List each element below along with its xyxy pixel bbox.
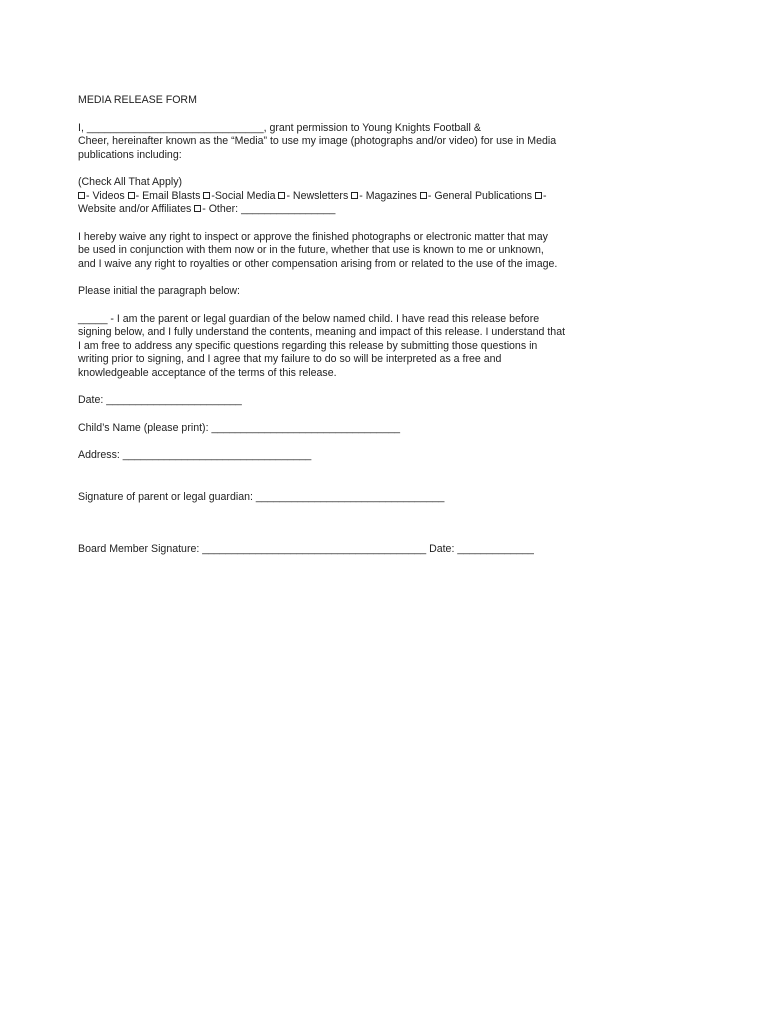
waiver-line-2: be used in conjunction with them now or in the future, whether that use is known to me or unknown, (78, 244, 544, 256)
initial-paragraph (78, 313, 618, 381)
initial-line-3: I am free to address any specific questions regarding this release by submitting those questions in (78, 339, 538, 352)
newsletters-checkbox[interactable] (278, 192, 285, 199)
intro-line-3: publications including: (78, 148, 182, 161)
intro-paragraph (78, 122, 618, 163)
website-affiliates-label: Website and/or Affiliates (78, 203, 195, 215)
website-affiliates-checkbox[interactable] (535, 192, 542, 199)
magazines-label: - Magazines (359, 189, 420, 202)
initial-line-1[interactable]: _____ - I am the parent or legal guardian of the below named child. I have read this release before (78, 312, 540, 325)
checklist-options-row (78, 190, 618, 204)
intro-line-2: Cheer, hereinafter known as the “Media” to use my image (photographs and/or video) for use in Media (78, 135, 557, 147)
social-media-checkbox[interactable] (203, 192, 210, 199)
videos-checkbox[interactable] (78, 192, 85, 199)
initial-line-2: signing below, and I fully understand the contents, meaning and impact of this release. I understand that (78, 326, 566, 338)
guardian-signature-field[interactable]: Signature of parent or legal guardian: ________________________________ (78, 490, 445, 503)
media-checklist (78, 176, 618, 217)
general-publications-label: - General Publications (427, 189, 536, 202)
website-affiliates-dash: - (543, 189, 547, 202)
child-name-field[interactable]: Child’s Name (please print): ________________________________ (78, 421, 400, 434)
newsletters-label: - Newsletters (286, 189, 352, 202)
checklist-options-row-2 (78, 203, 618, 217)
email-blasts-label: - Email Blasts (135, 189, 204, 202)
general-publications-checkbox[interactable] (420, 192, 427, 199)
board-signature-field[interactable]: Board Member Signature: ______________________________________ Date: _____________ (78, 543, 534, 555)
form-title: MEDIA RELEASE FORM (78, 94, 197, 106)
checklist-heading: (Check All That Apply) (78, 176, 183, 188)
other-label[interactable]: - Other: ________________ (202, 203, 336, 215)
initial-heading: Please initial the paragraph below: (78, 285, 240, 297)
address-field[interactable]: Address: ________________________________ (78, 449, 312, 461)
magazines-checkbox[interactable] (351, 192, 358, 199)
initial-line-4: writing prior to signing, and I agree that my failure to do so will be interpreted as a free and (78, 353, 502, 365)
waiver-line-3: and I waive any right to royalties or other compensation arising from or related to the use of the image. (78, 257, 558, 270)
email-blasts-checkbox[interactable] (128, 192, 135, 199)
videos-label: - Videos (86, 189, 128, 202)
waiver-line-1: I hereby waive any right to inspect or approve the finished photographs or electronic matter that may (78, 230, 548, 243)
waiver-paragraph (78, 231, 618, 272)
other-checkbox[interactable] (194, 205, 201, 212)
date-field[interactable]: Date: _______________________ (78, 394, 242, 406)
media-release-form (78, 94, 618, 557)
social-media-label: -Social Media (211, 189, 279, 202)
intro-line-1: I, ______________________________, grant permission to Young Knights Football & (78, 121, 481, 134)
initial-line-5: knowledgeable acceptance of the terms of this release. (78, 366, 337, 379)
